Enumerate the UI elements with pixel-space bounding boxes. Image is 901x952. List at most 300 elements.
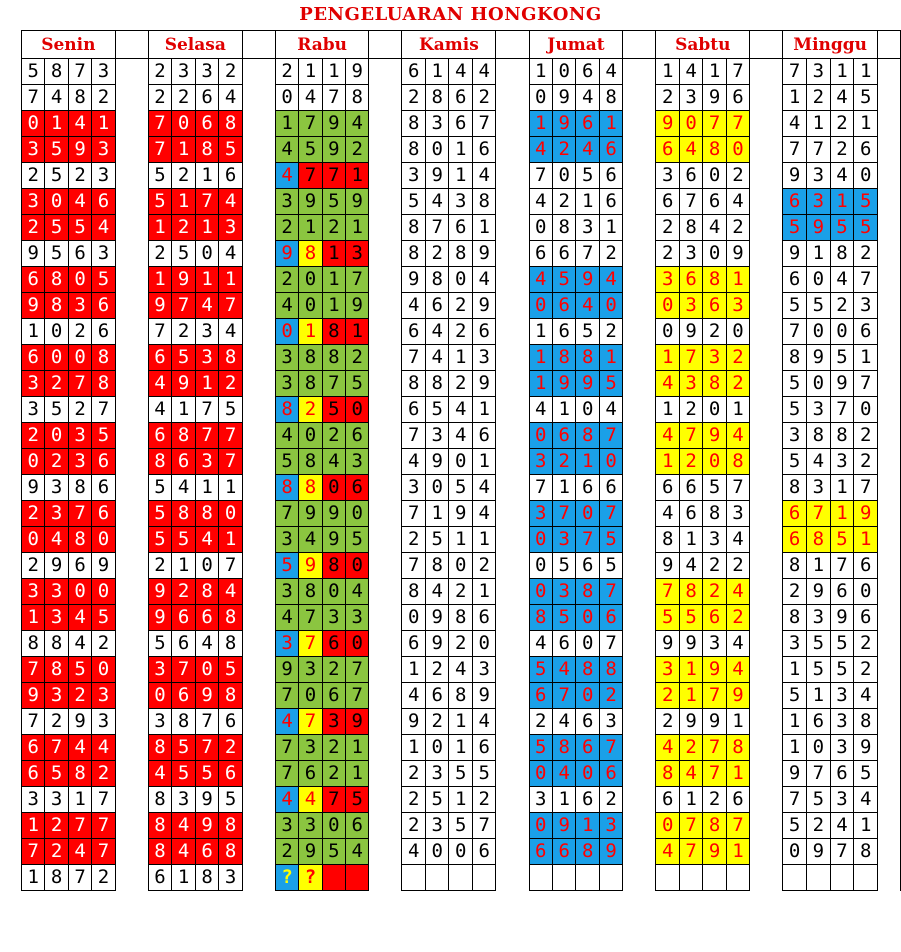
digit-cell: 7 (195, 423, 219, 449)
column-spacer (750, 605, 783, 631)
digit-cell: 0 (806, 735, 830, 761)
digit-cell: 0 (679, 111, 702, 137)
digit-cell: 6 (679, 501, 702, 527)
digit-cell: 4 (552, 657, 575, 683)
digit-cell: 9 (195, 787, 219, 813)
digit-cell: 5 (275, 449, 298, 475)
digit-cell: 2 (679, 397, 702, 423)
digit-cell: 0 (45, 345, 68, 371)
digit-cell: 0 (299, 683, 322, 709)
digit-cell: 0 (449, 839, 473, 865)
digit-cell (679, 865, 702, 891)
column-spacer (878, 397, 901, 423)
digit-cell: 8 (726, 449, 749, 475)
digit-cell: 7 (275, 735, 298, 761)
digit-cell: 3 (275, 371, 298, 397)
column-spacer (878, 865, 901, 891)
digit-cell: 0 (529, 761, 552, 787)
column-spacer (115, 163, 148, 189)
digit-cell: 7 (830, 839, 854, 865)
column-spacer (496, 553, 529, 579)
digit-cell: 3 (219, 865, 243, 891)
digit-cell: 9 (449, 501, 473, 527)
column-spacer (878, 189, 901, 215)
column-spacer (750, 293, 783, 319)
digit-cell: 6 (219, 761, 243, 787)
digit-cell: 3 (599, 813, 622, 839)
digit-cell: 7 (322, 371, 345, 397)
digit-cell: 3 (529, 449, 552, 475)
digit-cell: 2 (472, 787, 496, 813)
digit-cell: 5 (783, 813, 807, 839)
digit-cell: 0 (299, 423, 322, 449)
digit-cell: 5 (172, 761, 196, 787)
digit-cell: 5 (172, 735, 196, 761)
digit-cell: 6 (172, 631, 196, 657)
digit-cell: 4 (275, 605, 298, 631)
digit-cell: 6 (92, 501, 115, 527)
digit-cell: 5 (783, 371, 807, 397)
digit-cell: 7 (92, 813, 115, 839)
digit-cell: 4 (219, 241, 243, 267)
column-spacer (878, 501, 901, 527)
digit-cell: 4 (830, 85, 854, 111)
digit-cell: 0 (322, 579, 345, 605)
column-spacer (369, 761, 402, 787)
table-row (22, 553, 901, 579)
digit-cell: 2 (275, 839, 298, 865)
digit-cell: 5 (830, 527, 854, 553)
digit-cell: 6 (576, 735, 599, 761)
digit-cell: 8 (148, 839, 172, 865)
digit-cell: 9 (45, 553, 68, 579)
digit-cell: 2 (599, 787, 622, 813)
digit-cell: 5 (679, 605, 702, 631)
digit-cell: 1 (172, 137, 196, 163)
digit-cell: 5 (322, 189, 345, 215)
digit-cell: 1 (552, 475, 575, 501)
digit-cell: 2 (726, 371, 749, 397)
digit-cell: 7 (299, 111, 322, 137)
digit-cell: 1 (830, 501, 854, 527)
digit-cell: 1 (299, 319, 322, 345)
digit-cell: 7 (679, 189, 702, 215)
column-spacer (496, 787, 529, 813)
column-spacer (369, 579, 402, 605)
digit-cell: 6 (322, 631, 345, 657)
digit-cell: 8 (449, 605, 473, 631)
digit-cell: 6 (402, 631, 426, 657)
digit-cell: 2 (449, 319, 473, 345)
digit-cell: 9 (472, 683, 496, 709)
digit-cell: 6 (576, 709, 599, 735)
column-spacer (115, 787, 148, 813)
digit-cell: 0 (425, 137, 449, 163)
digit-cell: 9 (148, 605, 172, 631)
digit-cell: 5 (552, 553, 575, 579)
column-spacer (750, 501, 783, 527)
digit-cell: 6 (22, 345, 45, 371)
digit-cell: 4 (275, 423, 298, 449)
digit-cell: 7 (402, 501, 426, 527)
digit-cell: 8 (219, 631, 243, 657)
digit-cell: 2 (552, 137, 575, 163)
column-spacer (878, 475, 901, 501)
digit-cell: 9 (68, 709, 91, 735)
digit-cell: 4 (299, 787, 322, 813)
digit-cell: 4 (679, 59, 702, 85)
digit-cell (703, 865, 726, 891)
digit-cell: 8 (576, 657, 599, 683)
digit-cell: 5 (219, 397, 243, 423)
column-spacer (369, 189, 402, 215)
digit-cell: 7 (172, 293, 196, 319)
table-row (22, 397, 901, 423)
digit-cell: 8 (275, 397, 298, 423)
digit-cell: 5 (854, 189, 878, 215)
digit-cell: 2 (22, 215, 45, 241)
digit-cell: 8 (68, 761, 91, 787)
digit-cell: 8 (45, 293, 68, 319)
digit-cell: 2 (854, 423, 878, 449)
digit-cell: 4 (726, 631, 749, 657)
digit-cell: 4 (830, 163, 854, 189)
digit-cell: 2 (219, 59, 243, 85)
digit-cell: 3 (806, 605, 830, 631)
digit-cell: 3 (830, 735, 854, 761)
digit-cell: 3 (275, 813, 298, 839)
digit-cell: 6 (576, 787, 599, 813)
digit-cell: 4 (656, 501, 679, 527)
digit-cell: 2 (425, 709, 449, 735)
digit-cell: 9 (322, 527, 345, 553)
digit-cell: 0 (599, 293, 622, 319)
digit-cell: 0 (68, 345, 91, 371)
digit-cell: 6 (576, 475, 599, 501)
digit-cell: 9 (299, 553, 322, 579)
digit-cell: 3 (195, 345, 219, 371)
digit-cell: 6 (22, 735, 45, 761)
digit-cell: 9 (806, 839, 830, 865)
digit-cell: 4 (529, 189, 552, 215)
column-spacer (623, 475, 656, 501)
digit-cell: 1 (656, 397, 679, 423)
digit-cell: 6 (92, 293, 115, 319)
digit-cell: 0 (45, 189, 68, 215)
digit-cell: 5 (92, 605, 115, 631)
column-spacer (115, 527, 148, 553)
digit-cell: 6 (656, 475, 679, 501)
column-spacer (750, 31, 783, 59)
column-spacer (369, 631, 402, 657)
digit-cell: 6 (472, 319, 496, 345)
digit-cell: 7 (299, 163, 322, 189)
digit-cell: 1 (172, 865, 196, 891)
digit-cell: 4 (472, 59, 496, 85)
digit-cell: 5 (172, 345, 196, 371)
digit-cell: 7 (783, 137, 807, 163)
digit-cell: 9 (726, 241, 749, 267)
digit-cell: 6 (195, 111, 219, 137)
digit-cell: 3 (402, 475, 426, 501)
digit-cell: 8 (599, 85, 622, 111)
digit-cell: 2 (703, 579, 726, 605)
column-spacer (242, 631, 275, 657)
digit-cell: 5 (783, 215, 807, 241)
digit-cell: 1 (22, 319, 45, 345)
digit-cell: 0 (830, 319, 854, 345)
digit-cell: 4 (425, 319, 449, 345)
digit-cell: 8 (22, 631, 45, 657)
column-spacer (496, 605, 529, 631)
column-spacer (369, 449, 402, 475)
digit-cell: 6 (552, 319, 575, 345)
column-spacer (878, 163, 901, 189)
digit-cell: 2 (92, 761, 115, 787)
digit-cell: 0 (425, 475, 449, 501)
digit-cell: 0 (656, 293, 679, 319)
digit-cell: 3 (195, 449, 219, 475)
digit-cell: 0 (45, 423, 68, 449)
digit-cell: 2 (656, 241, 679, 267)
digit-cell: 3 (45, 475, 68, 501)
digit-cell: 1 (322, 241, 345, 267)
digit-cell: 1 (195, 475, 219, 501)
digit-cell: 7 (679, 813, 702, 839)
digit-cell: 1 (449, 709, 473, 735)
digit-cell: 7 (599, 501, 622, 527)
digit-cell: 5 (345, 527, 368, 553)
digit-cell: 7 (322, 787, 345, 813)
digit-cell: 2 (806, 813, 830, 839)
digit-cell: 9 (783, 163, 807, 189)
digit-cell: 6 (449, 215, 473, 241)
digit-cell: 7 (275, 683, 298, 709)
digit-cell: 2 (449, 293, 473, 319)
digit-cell: 6 (472, 735, 496, 761)
column-spacer (115, 865, 148, 891)
digit-cell: 6 (402, 397, 426, 423)
digit-cell: 2 (322, 657, 345, 683)
digit-cell: 7 (703, 761, 726, 787)
table-row (22, 865, 901, 891)
column-spacer (242, 111, 275, 137)
digit-cell: 9 (299, 839, 322, 865)
digit-cell: 6 (783, 527, 807, 553)
digit-cell: 9 (22, 241, 45, 267)
digit-cell: 3 (656, 657, 679, 683)
digit-cell: 0 (22, 527, 45, 553)
digit-cell: 7 (472, 111, 496, 137)
digit-cell: 7 (322, 85, 345, 111)
digit-cell: 1 (449, 163, 473, 189)
digit-cell: 9 (576, 267, 599, 293)
digit-cell: 8 (679, 579, 702, 605)
digit-cell: 8 (45, 59, 68, 85)
digit-cell: 2 (45, 449, 68, 475)
digit-cell: 7 (22, 657, 45, 683)
digit-cell: 8 (92, 345, 115, 371)
column-spacer (242, 579, 275, 605)
digit-cell: 1 (529, 59, 552, 85)
column-spacer (369, 553, 402, 579)
digit-cell: 2 (345, 137, 368, 163)
digit-cell: 6 (402, 59, 426, 85)
column-spacer (242, 397, 275, 423)
digit-cell: 6 (854, 319, 878, 345)
column-spacer (369, 267, 402, 293)
digit-cell: 2 (148, 241, 172, 267)
digit-cell: 7 (726, 111, 749, 137)
digit-cell: 8 (806, 423, 830, 449)
digit-cell: 1 (449, 137, 473, 163)
digit-cell: 4 (402, 293, 426, 319)
digit-cell: 8 (783, 345, 807, 371)
digit-cell: 9 (656, 631, 679, 657)
digit-cell: 3 (172, 59, 196, 85)
digit-cell (472, 865, 496, 891)
digit-cell: 4 (726, 579, 749, 605)
digit-cell: 5 (148, 527, 172, 553)
column-spacer (115, 657, 148, 683)
digit-cell (830, 865, 854, 891)
digit-cell: 4 (45, 85, 68, 111)
column-spacer (369, 423, 402, 449)
digit-cell: 5 (854, 215, 878, 241)
digit-cell: 2 (345, 345, 368, 371)
column-spacer (623, 31, 656, 59)
digit-cell: 6 (552, 423, 575, 449)
column-spacer (369, 475, 402, 501)
digit-cell: 9 (22, 683, 45, 709)
digit-cell (425, 865, 449, 891)
digit-cell: 0 (576, 605, 599, 631)
digit-cell: 2 (783, 579, 807, 605)
digit-cell: 1 (656, 345, 679, 371)
digit-cell: 1 (529, 319, 552, 345)
column-spacer (623, 293, 656, 319)
digit-cell: 4 (275, 163, 298, 189)
digit-cell: 6 (92, 449, 115, 475)
digit-cell: 8 (299, 241, 322, 267)
digit-cell: 2 (854, 631, 878, 657)
column-spacer (878, 449, 901, 475)
digit-cell: 1 (726, 267, 749, 293)
digit-cell: 9 (783, 761, 807, 787)
column-spacer (878, 59, 901, 85)
digit-cell: 5 (322, 839, 345, 865)
digit-cell: 8 (703, 371, 726, 397)
digit-cell: 7 (68, 371, 91, 397)
digit-cell: 8 (402, 241, 426, 267)
digit-cell: 9 (679, 709, 702, 735)
digit-cell: 1 (172, 189, 196, 215)
digit-cell: 8 (576, 839, 599, 865)
digit-cell: 1 (345, 761, 368, 787)
digit-cell: 8 (402, 137, 426, 163)
digit-cell: 7 (402, 553, 426, 579)
digit-cell: 0 (195, 553, 219, 579)
digit-cell: 6 (92, 319, 115, 345)
digit-cell: 8 (275, 475, 298, 501)
digit-cell: 1 (322, 293, 345, 319)
column-spacer (369, 85, 402, 111)
digit-cell: 8 (679, 215, 702, 241)
digit-cell: 5 (345, 371, 368, 397)
digit-cell: 5 (576, 319, 599, 345)
digit-cell: 9 (345, 293, 368, 319)
column-spacer (878, 839, 901, 865)
column-spacer (878, 735, 901, 761)
digit-cell: 5 (22, 59, 45, 85)
column-spacer (750, 579, 783, 605)
digit-cell: 4 (425, 345, 449, 371)
digit-cell: 4 (425, 579, 449, 605)
digit-cell: 7 (726, 475, 749, 501)
digit-cell: 3 (322, 605, 345, 631)
digit-cell: 2 (148, 59, 172, 85)
digit-cell: 5 (172, 527, 196, 553)
digit-cell: 3 (275, 631, 298, 657)
column-spacer (115, 137, 148, 163)
digit-cell: 6 (854, 605, 878, 631)
digit-cell: 5 (599, 371, 622, 397)
column-header-selasa: Selasa (148, 31, 242, 59)
digit-cell: 0 (92, 657, 115, 683)
digit-cell: 8 (425, 267, 449, 293)
digit-cell: 9 (726, 683, 749, 709)
column-spacer (369, 735, 402, 761)
column-spacer (878, 553, 901, 579)
column-header-sabtu: Sabtu (656, 31, 750, 59)
digit-cell: 1 (529, 345, 552, 371)
column-spacer (115, 813, 148, 839)
digit-cell: 1 (22, 865, 45, 891)
digit-cell: 7 (679, 423, 702, 449)
digit-cell: 6 (599, 189, 622, 215)
digit-cell: 9 (275, 241, 298, 267)
digit-cell: 1 (275, 111, 298, 137)
digit-cell: 3 (345, 449, 368, 475)
column-spacer (623, 267, 656, 293)
digit-cell: 1 (148, 267, 172, 293)
column-spacer (242, 371, 275, 397)
table-row (22, 111, 901, 137)
column-spacer (115, 605, 148, 631)
digit-cell: 9 (425, 449, 449, 475)
digit-cell: 3 (783, 423, 807, 449)
column-spacer (623, 709, 656, 735)
column-spacer (750, 813, 783, 839)
column-spacer (750, 241, 783, 267)
digit-cell: 2 (656, 683, 679, 709)
digit-cell: 6 (854, 553, 878, 579)
digit-cell: 5 (783, 449, 807, 475)
digit-cell: 5 (148, 475, 172, 501)
digit-cell: 4 (656, 423, 679, 449)
digit-cell: 6 (345, 423, 368, 449)
digit-cell: 4 (449, 397, 473, 423)
digit-cell: 0 (703, 397, 726, 423)
digit-cell: 5 (68, 215, 91, 241)
digit-cell: 2 (22, 423, 45, 449)
digit-cell: 3 (425, 423, 449, 449)
digit-cell: 4 (402, 683, 426, 709)
digit-cell: 9 (345, 709, 368, 735)
column-spacer (369, 241, 402, 267)
digit-cell: 4 (449, 59, 473, 85)
digit-cell: 6 (656, 189, 679, 215)
